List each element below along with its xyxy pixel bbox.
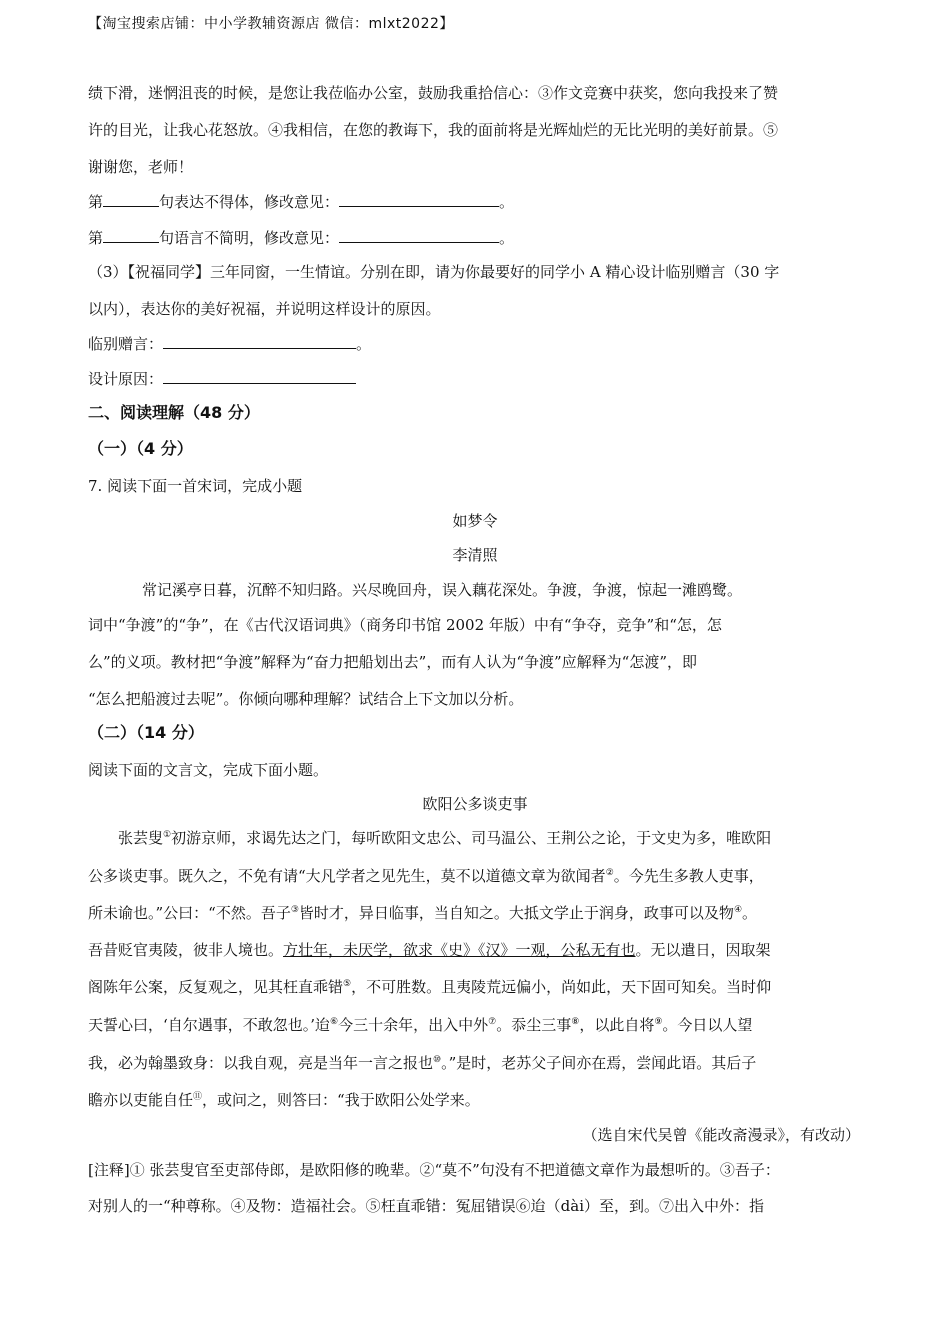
q2-b-end: 。 bbox=[499, 229, 515, 247]
q2-a-prefix: 第 bbox=[88, 193, 104, 211]
essay-text: 。”是时，老苏父子间亦在焉，尝闻此语。其后子 bbox=[441, 1054, 757, 1072]
essay-text: 阁陈年公案，反复观之，见其枉直乖错 bbox=[88, 978, 344, 996]
underlined-sentence: 方壮年，未厌学，欲求《史》《汉》一观，公私无有也 bbox=[283, 941, 636, 959]
essay-line-1 bbox=[118, 828, 866, 848]
essay-text: ，不可胜数。且夷陵荒远偏小，尚如此，天下固可知矣。当时仰 bbox=[351, 978, 772, 996]
note-marker: ⑤ bbox=[343, 979, 352, 989]
note-marker: ⑥ bbox=[330, 1017, 339, 1027]
part1-title: （一）（4 分） bbox=[88, 439, 193, 458]
essay-text: 张芸叟 bbox=[118, 829, 164, 847]
answer-blank[interactable] bbox=[103, 192, 159, 207]
classical-intro: 阅读下面的文言文，完成下面小题。 bbox=[88, 761, 329, 779]
answer-blank[interactable] bbox=[163, 334, 356, 349]
essay-text: 瞻亦以吏能自任 bbox=[88, 1091, 194, 1109]
letter-line-3: 谢谢您，老师！ bbox=[88, 158, 194, 176]
q7-prompt: 7. 阅读下面一首宋词，完成小题 bbox=[88, 477, 303, 495]
essay-line-7 bbox=[88, 1053, 866, 1073]
note-marker: ⑪ bbox=[193, 1092, 203, 1102]
essay-line-6 bbox=[88, 1015, 866, 1035]
q7-line-2: 么”的义项。教材把“争渡”解释为“奋力把船划出去”，而有人认为“争渡”应解释为“怎渡”，即 bbox=[88, 653, 698, 671]
note-marker: ③ bbox=[290, 905, 299, 915]
answer-blank[interactable] bbox=[103, 228, 159, 243]
note-marker: ⑩ bbox=[433, 1055, 442, 1065]
q3-line-2: 以内），表达你的美好祝福，并说明这样设计的原因。 bbox=[88, 300, 441, 318]
q2-line-a bbox=[88, 192, 866, 212]
note-marker: ④ bbox=[733, 905, 743, 915]
gift-line bbox=[88, 334, 866, 354]
reason-label: 设计原因： bbox=[88, 370, 164, 388]
section-title: 二、阅读理解（48 分） bbox=[88, 403, 260, 422]
answer-blank[interactable] bbox=[163, 369, 356, 384]
gift-label: 临别赠言： bbox=[88, 335, 164, 353]
notes-line-2: 对别人的一“种尊称。④及物：造福社会。⑤枉直乖错：冤屈错误⑥迨（dài）至，到。⑦出入中外：指 bbox=[88, 1197, 765, 1215]
essay-text: 初游京师，求谒先达之门，每听欧阳文忠公、司马温公、王荆公之论，于文史为多，唯欧阳 bbox=[171, 829, 772, 847]
essay-text: 天誓心曰，‘自尔遇事，不敢忽也。’迨 bbox=[88, 1016, 331, 1034]
essay-line-4 bbox=[88, 940, 866, 960]
poem-body: 常记溪亭日暮，沉醉不知归路。兴尽晚回舟，误入藕花深处。争渡，争渡，惊起一滩鸥鹭。 bbox=[142, 581, 743, 599]
essay-line-2 bbox=[88, 866, 866, 886]
q2-a-text: 句表达不得体，修改意见： bbox=[159, 193, 340, 211]
q3-line-1: （3）【祝福同学】三年同窗，一生情谊。分别在即，请为你最要好的同学小 A 精心设计临别赠言（30 字 bbox=[88, 263, 780, 281]
answer-blank[interactable] bbox=[339, 228, 499, 243]
essay-line-5 bbox=[88, 977, 866, 997]
part2-title: （二）（14 分） bbox=[88, 723, 204, 742]
q7-line-3: “怎么把船渡过去呢”。你倾向哪种理解？试结合上下文加以分析。 bbox=[88, 690, 524, 708]
q2-b-prefix: 第 bbox=[88, 229, 104, 247]
essay-text: 。无以遣日，因取架 bbox=[635, 941, 771, 959]
note-marker: ② bbox=[605, 868, 614, 878]
note-marker: ⑨ bbox=[654, 1017, 663, 1027]
essay-text: 吾昔贬官夷陵，彼非人境也。 bbox=[88, 941, 284, 959]
essay-line-3 bbox=[88, 903, 866, 923]
poem-author: 李清照 bbox=[452, 546, 498, 564]
q7-line-1: 词中“争渡”的“争”，在《古代汉语词典》（商务印书馆 2002 年版）中有“争夺，竞争”和“怎，怎 bbox=[88, 616, 722, 634]
answer-blank[interactable] bbox=[339, 192, 499, 207]
note-marker: ⑧ bbox=[571, 1017, 580, 1027]
notes-line-1: [注释]① 张芸叟官至吏部侍郎，是欧阳修的晚辈。②“莫不”句没有不把道德文章作为最想听的。③吾子： bbox=[88, 1161, 780, 1179]
reason-line bbox=[88, 369, 866, 389]
letter-line-2: 许的目光，让我心花怒放。④我相信，在您的教诲下，我的面前将是光辉灿烂的无比光明的美好前景。⑤ bbox=[88, 121, 779, 139]
essay-text: ，或问之，则答曰：“我于欧阳公处学来。 bbox=[202, 1091, 480, 1109]
page-header: 【淘宝搜索店铺：中小学教辅资源店 微信：mlxt2022】 bbox=[88, 16, 454, 32]
essay-line-8 bbox=[88, 1090, 866, 1110]
essay-text: 。 bbox=[742, 904, 758, 922]
essay-text: 公多谈吏事。既久之，不免有请“大凡学者之见先生，莫不以道德文章为欲闻者 bbox=[88, 867, 606, 885]
essay-text: 皆时才，异日临事，当自知之。大抵文学止于润身，政事可以及物 bbox=[298, 904, 734, 922]
gift-end: 。 bbox=[356, 335, 372, 353]
essay-text: 。忝尘三事 bbox=[496, 1016, 572, 1034]
essay-text: 。今先生多教人吏事， bbox=[613, 867, 764, 885]
essay-text: ，以此自将 bbox=[579, 1016, 655, 1034]
essay-text: 。今日以人望 bbox=[662, 1016, 753, 1034]
poem-title: 如梦令 bbox=[452, 512, 498, 530]
essay-title: 欧阳公多谈吏事 bbox=[422, 795, 528, 813]
note-marker: ① bbox=[163, 830, 172, 840]
essay-text: 所未谕也。”公曰：“不然。吾子 bbox=[88, 904, 291, 922]
q2-line-b bbox=[88, 228, 866, 248]
essay-text: 我，必为翰墨致身：以我自观，亮是当年一言之报也 bbox=[88, 1054, 434, 1072]
essay-text: 今三十余年，出入中外 bbox=[338, 1016, 489, 1034]
essay-source: （选自宋代吴曾《能改斋漫录》，有改动） bbox=[582, 1126, 860, 1144]
note-marker: ⑦ bbox=[488, 1017, 497, 1027]
q2-a-end: 。 bbox=[499, 193, 515, 211]
q2-b-text: 句语言不简明，修改意见： bbox=[159, 229, 340, 247]
letter-line-1: 绩下滑，迷惘沮丧的时候，是您让我莅临办公室，鼓励我重拾信心：③作文竞赛中获奖，您向我投来了赞 bbox=[88, 84, 779, 102]
